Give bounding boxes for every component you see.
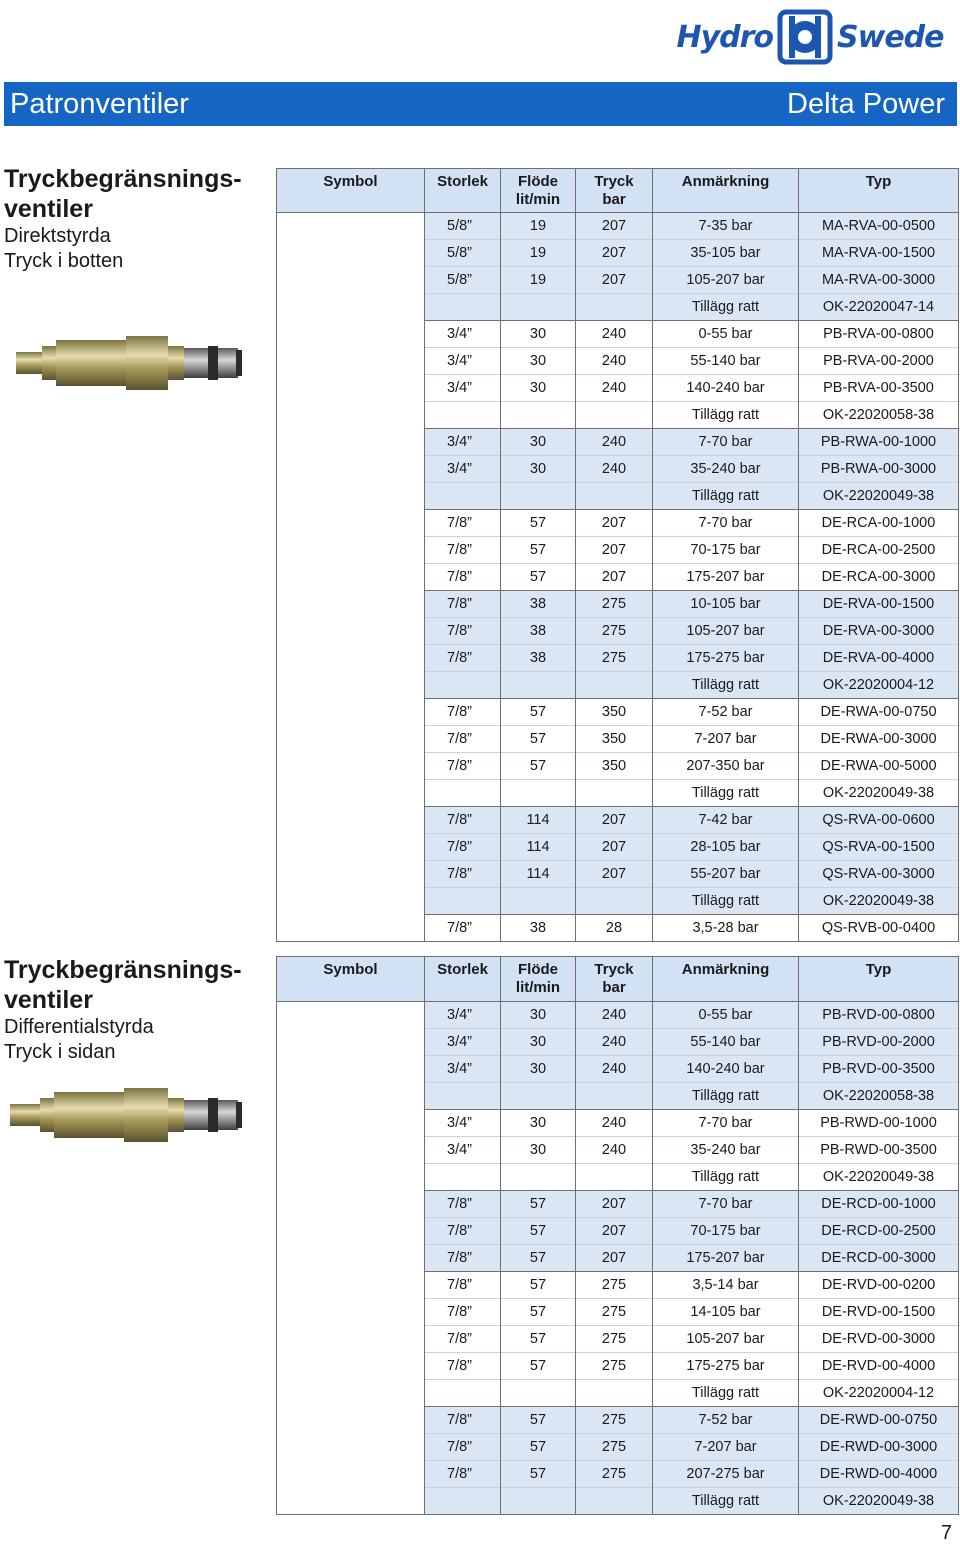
typ-cell: OK-22020049-38: [799, 1488, 959, 1515]
tryck-cell: 275: [576, 1461, 653, 1488]
storlek-cell: 3/4”: [425, 1002, 501, 1029]
tryck-cell: 240: [576, 348, 653, 375]
anmarkning-cell: Tillägg ratt: [653, 1488, 799, 1515]
anmarkning-cell: 28-105 bar: [653, 834, 799, 861]
flode-cell: 30: [501, 429, 576, 456]
flode-cell: 38: [501, 645, 576, 672]
col-header-tryck: Tryck bar: [576, 169, 653, 213]
flode-cell: 57: [501, 510, 576, 537]
storlek-cell: 5/8”: [425, 267, 501, 294]
flode-cell: 30: [501, 1029, 576, 1056]
col-header-anmarkning: Anmärkning: [653, 957, 799, 1002]
storlek-cell: 3/4”: [425, 375, 501, 402]
anmarkning-cell: 55-140 bar: [653, 1029, 799, 1056]
anmarkning-cell: Tillägg ratt: [653, 780, 799, 807]
typ-cell: MA-RVA-00-1500: [799, 240, 959, 267]
anmarkning-cell: Tillägg ratt: [653, 888, 799, 915]
flode-cell: 19: [501, 267, 576, 294]
tryck-cell: 240: [576, 429, 653, 456]
flode-cell: [501, 1380, 576, 1407]
tryck-cell: 207: [576, 537, 653, 564]
anmarkning-cell: 10-105 bar: [653, 591, 799, 618]
storlek-cell: 7/8”: [425, 1407, 501, 1434]
flode-cell: 57: [501, 1191, 576, 1218]
anmarkning-cell: 35-240 bar: [653, 456, 799, 483]
anmarkning-cell: 175-275 bar: [653, 645, 799, 672]
storlek-cell: [425, 1164, 501, 1191]
col-header-typ: Typ: [799, 169, 959, 213]
tryck-cell: [576, 483, 653, 510]
anmarkning-cell: 3,5-28 bar: [653, 915, 799, 942]
typ-cell: PB-RVD-00-3500: [799, 1056, 959, 1083]
anmarkning-cell: 207-350 bar: [653, 753, 799, 780]
typ-cell: OK-22020058-38: [799, 402, 959, 429]
product-table-2: [276, 956, 959, 1515]
storlek-cell: [425, 1488, 501, 1515]
typ-cell: OK-22020004-12: [799, 1380, 959, 1407]
storlek-cell: 7/8”: [425, 753, 501, 780]
tryck-cell: 350: [576, 699, 653, 726]
typ-cell: PB-RVA-00-2000: [799, 348, 959, 375]
flode-cell: [501, 483, 576, 510]
anmarkning-cell: 175-207 bar: [653, 1245, 799, 1272]
anmarkning-cell: Tillägg ratt: [653, 1380, 799, 1407]
anmarkning-cell: 7-70 bar: [653, 1191, 799, 1218]
col-header-symbol: Symbol: [277, 957, 425, 1002]
brand-left: Hydro: [676, 19, 774, 55]
flode-cell: 30: [501, 1137, 576, 1164]
storlek-cell: 7/8”: [425, 1218, 501, 1245]
anmarkning-cell: 105-207 bar: [653, 267, 799, 294]
typ-cell: PB-RWA-00-3000: [799, 456, 959, 483]
tryck-cell: 207: [576, 267, 653, 294]
storlek-cell: [425, 402, 501, 429]
brand-logo: [676, 2, 944, 72]
tryck-cell: 207: [576, 213, 653, 240]
flode-cell: 30: [501, 1110, 576, 1137]
tryck-cell: 240: [576, 375, 653, 402]
col-header-typ: Typ: [799, 957, 959, 1002]
tryck-cell: 207: [576, 1245, 653, 1272]
flode-cell: 30: [501, 321, 576, 348]
typ-cell: DE-RVD-00-1500: [799, 1299, 959, 1326]
flode-cell: 57: [501, 1353, 576, 1380]
storlek-cell: 7/8”: [425, 834, 501, 861]
storlek-cell: 7/8”: [425, 1434, 501, 1461]
anmarkning-cell: 70-175 bar: [653, 537, 799, 564]
flode-cell: 38: [501, 618, 576, 645]
flode-cell: 57: [501, 1272, 576, 1299]
storlek-cell: 3/4”: [425, 429, 501, 456]
tryck-cell: 240: [576, 1056, 653, 1083]
flode-cell: [501, 780, 576, 807]
flode-cell: [501, 1083, 576, 1110]
anmarkning-cell: 7-70 bar: [653, 429, 799, 456]
typ-cell: DE-RWD-00-0750: [799, 1407, 959, 1434]
storlek-cell: 7/8”: [425, 537, 501, 564]
typ-cell: DE-RVA-00-1500: [799, 591, 959, 618]
tryck-cell: 240: [576, 321, 653, 348]
tryck-cell: 275: [576, 1434, 653, 1461]
typ-cell: OK-22020049-38: [799, 1164, 959, 1191]
storlek-cell: [425, 888, 501, 915]
storlek-cell: 3/4”: [425, 1137, 501, 1164]
flode-cell: 38: [501, 915, 576, 942]
storlek-cell: [425, 1083, 501, 1110]
typ-cell: DE-RCA-00-3000: [799, 564, 959, 591]
storlek-cell: 7/8”: [425, 1326, 501, 1353]
storlek-cell: 3/4”: [425, 1110, 501, 1137]
col-header-flode: Flöde lit/min: [501, 957, 576, 1002]
tryck-cell: 350: [576, 753, 653, 780]
anmarkning-cell: Tillägg ratt: [653, 1083, 799, 1110]
section-2-title: [4, 955, 274, 1065]
typ-cell: PB-RWA-00-1000: [799, 429, 959, 456]
typ-cell: PB-RWD-00-3500: [799, 1137, 959, 1164]
storlek-cell: 7/8”: [425, 1191, 501, 1218]
col-header-storlek: Storlek: [425, 957, 501, 1002]
col-header-tryck: Tryck bar: [576, 957, 653, 1002]
typ-cell: QS-RVA-00-1500: [799, 834, 959, 861]
flode-cell: 30: [501, 348, 576, 375]
typ-cell: OK-22020047-14: [799, 294, 959, 321]
storlek-cell: 7/8”: [425, 510, 501, 537]
storlek-cell: 7/8”: [425, 564, 501, 591]
anmarkning-cell: 55-140 bar: [653, 348, 799, 375]
tryck-cell: [576, 1083, 653, 1110]
typ-cell: PB-RVA-00-0800: [799, 321, 959, 348]
tryck-cell: 207: [576, 807, 653, 834]
tryck-cell: [576, 1164, 653, 1191]
anmarkning-cell: Tillägg ratt: [653, 294, 799, 321]
storlek-cell: [425, 483, 501, 510]
flode-cell: [501, 1164, 576, 1191]
tryck-cell: 275: [576, 1407, 653, 1434]
tryck-cell: 275: [576, 618, 653, 645]
flode-cell: 38: [501, 591, 576, 618]
anmarkning-cell: 105-207 bar: [653, 1326, 799, 1353]
typ-cell: DE-RWA-00-5000: [799, 753, 959, 780]
tryck-cell: 207: [576, 1191, 653, 1218]
storlek-cell: 7/8”: [425, 1272, 501, 1299]
typ-cell: PB-RWD-00-1000: [799, 1110, 959, 1137]
tryck-cell: 275: [576, 1272, 653, 1299]
anmarkning-cell: 7-35 bar: [653, 213, 799, 240]
flode-cell: 30: [501, 1002, 576, 1029]
storlek-cell: 5/8”: [425, 240, 501, 267]
col-header-flode: Flöde lit/min: [501, 169, 576, 213]
flode-cell: 57: [501, 1326, 576, 1353]
typ-cell: OK-22020049-38: [799, 888, 959, 915]
typ-cell: DE-RVD-00-3000: [799, 1326, 959, 1353]
typ-cell: PB-RVD-00-2000: [799, 1029, 959, 1056]
tryck-cell: 240: [576, 1137, 653, 1164]
banner-title: Patronventiler: [10, 87, 189, 120]
storlek-cell: 7/8”: [425, 807, 501, 834]
typ-cell: PB-RVA-00-3500: [799, 375, 959, 402]
storlek-cell: 7/8”: [425, 1461, 501, 1488]
storlek-cell: 7/8”: [425, 591, 501, 618]
flode-cell: 30: [501, 1056, 576, 1083]
page-number: 7: [940, 1522, 952, 1544]
banner-brand: Delta Power: [787, 87, 945, 120]
storlek-cell: 7/8”: [425, 699, 501, 726]
storlek-cell: [425, 672, 501, 699]
tryck-cell: 240: [576, 456, 653, 483]
anmarkning-cell: 175-207 bar: [653, 564, 799, 591]
tryck-cell: 28: [576, 915, 653, 942]
anmarkning-cell: 0-55 bar: [653, 321, 799, 348]
storlek-cell: 7/8”: [425, 1299, 501, 1326]
section-1-title: [4, 164, 274, 274]
anmarkning-cell: 35-240 bar: [653, 1137, 799, 1164]
storlek-cell: 5/8”: [425, 213, 501, 240]
flode-cell: [501, 888, 576, 915]
typ-cell: DE-RVD-00-4000: [799, 1353, 959, 1380]
anmarkning-cell: Tillägg ratt: [653, 672, 799, 699]
tryck-cell: [576, 888, 653, 915]
anmarkning-cell: Tillägg ratt: [653, 402, 799, 429]
col-header-anmarkning: Anmärkning: [653, 169, 799, 213]
brand-emblem-icon: [777, 7, 833, 67]
storlek-cell: 7/8”: [425, 915, 501, 942]
tryck-cell: 350: [576, 726, 653, 753]
section-1-heading-1: Tryckbegränsnings-: [4, 165, 242, 193]
anmarkning-cell: 7-207 bar: [653, 726, 799, 753]
anmarkning-cell: 7-70 bar: [653, 510, 799, 537]
typ-cell: OK-22020049-38: [799, 483, 959, 510]
typ-cell: DE-RVA-00-3000: [799, 618, 959, 645]
flode-cell: 19: [501, 213, 576, 240]
tryck-cell: 275: [576, 1353, 653, 1380]
anmarkning-cell: 175-275 bar: [653, 1353, 799, 1380]
tryck-cell: 240: [576, 1110, 653, 1137]
flode-cell: 30: [501, 375, 576, 402]
tryck-cell: [576, 402, 653, 429]
anmarkning-cell: Tillägg ratt: [653, 1164, 799, 1191]
storlek-cell: 7/8”: [425, 618, 501, 645]
brand-right: Swede: [837, 19, 944, 55]
col-header-storlek: Storlek: [425, 169, 501, 213]
tryck-cell: 275: [576, 645, 653, 672]
flode-cell: 114: [501, 861, 576, 888]
storlek-cell: [425, 780, 501, 807]
storlek-cell: 3/4”: [425, 456, 501, 483]
table-row: [277, 1002, 959, 1029]
storlek-cell: 3/4”: [425, 1029, 501, 1056]
flode-cell: 57: [501, 1299, 576, 1326]
title-banner: [4, 82, 957, 126]
typ-cell: DE-RWA-00-3000: [799, 726, 959, 753]
section-2-sub-1: Differentialstyrda: [4, 1016, 154, 1038]
anmarkning-cell: 55-207 bar: [653, 861, 799, 888]
typ-cell: DE-RCD-00-3000: [799, 1245, 959, 1272]
tryck-cell: [576, 1488, 653, 1515]
typ-cell: QS-RVB-00-0400: [799, 915, 959, 942]
typ-cell: DE-RVA-00-4000: [799, 645, 959, 672]
flode-cell: 57: [501, 699, 576, 726]
storlek-cell: 3/4”: [425, 321, 501, 348]
flode-cell: 57: [501, 537, 576, 564]
typ-cell: MA-RVA-00-3000: [799, 267, 959, 294]
flode-cell: [501, 1488, 576, 1515]
typ-cell: QS-RVA-00-3000: [799, 861, 959, 888]
flode-cell: 19: [501, 240, 576, 267]
typ-cell: DE-RCA-00-2500: [799, 537, 959, 564]
anmarkning-cell: 3,5-14 bar: [653, 1272, 799, 1299]
tryck-cell: 275: [576, 591, 653, 618]
anmarkning-cell: 140-240 bar: [653, 375, 799, 402]
anmarkning-cell: 70-175 bar: [653, 1218, 799, 1245]
storlek-cell: 7/8”: [425, 726, 501, 753]
section-1-heading-2: ventiler: [4, 195, 93, 223]
flode-cell: 57: [501, 564, 576, 591]
storlek-cell: 3/4”: [425, 348, 501, 375]
flode-cell: 30: [501, 456, 576, 483]
section-1-sub-2: Tryck i botten: [4, 250, 124, 272]
flode-cell: 114: [501, 807, 576, 834]
anmarkning-cell: 140-240 bar: [653, 1056, 799, 1083]
anmarkning-cell: 35-105 bar: [653, 240, 799, 267]
storlek-cell: 3/4”: [425, 1056, 501, 1083]
table-row: [277, 213, 959, 240]
flode-cell: 57: [501, 1434, 576, 1461]
storlek-cell: 7/8”: [425, 1353, 501, 1380]
typ-cell: DE-RCD-00-2500: [799, 1218, 959, 1245]
product-table-1: [276, 168, 959, 942]
flode-cell: 57: [501, 753, 576, 780]
tryck-cell: 207: [576, 510, 653, 537]
typ-cell: QS-RVA-00-0600: [799, 807, 959, 834]
anmarkning-cell: 7-70 bar: [653, 1110, 799, 1137]
typ-cell: DE-RCD-00-1000: [799, 1191, 959, 1218]
tryck-cell: 240: [576, 1029, 653, 1056]
tryck-cell: [576, 780, 653, 807]
symbol-cell: [277, 213, 425, 942]
typ-cell: OK-22020058-38: [799, 1083, 959, 1110]
anmarkning-cell: 7-52 bar: [653, 1407, 799, 1434]
tryck-cell: 207: [576, 861, 653, 888]
anmarkning-cell: 7-42 bar: [653, 807, 799, 834]
tryck-cell: [576, 1380, 653, 1407]
typ-cell: DE-RWD-00-4000: [799, 1461, 959, 1488]
flode-cell: 114: [501, 834, 576, 861]
flode-cell: [501, 294, 576, 321]
typ-cell: DE-RWA-00-0750: [799, 699, 959, 726]
anmarkning-cell: 14-105 bar: [653, 1299, 799, 1326]
tryck-cell: [576, 672, 653, 699]
typ-cell: DE-RCA-00-1000: [799, 510, 959, 537]
flode-cell: 57: [501, 1407, 576, 1434]
flode-cell: [501, 672, 576, 699]
cartridge-valve-photo-2: [4, 1080, 244, 1150]
storlek-cell: 7/8”: [425, 645, 501, 672]
anmarkning-cell: 7-52 bar: [653, 699, 799, 726]
flode-cell: 57: [501, 726, 576, 753]
typ-cell: DE-RVD-00-0200: [799, 1272, 959, 1299]
storlek-cell: [425, 294, 501, 321]
col-header-symbol: Symbol: [277, 169, 425, 213]
symbol-cell: [277, 1002, 425, 1515]
typ-cell: DE-RWD-00-3000: [799, 1434, 959, 1461]
section-2-heading-2: ventiler: [4, 986, 93, 1014]
typ-cell: OK-22020004-12: [799, 672, 959, 699]
anmarkning-cell: 0-55 bar: [653, 1002, 799, 1029]
section-2-sub-2: Tryck i sidan: [4, 1041, 116, 1063]
section-1-sub-1: Direktstyrda: [4, 225, 111, 247]
tryck-cell: [576, 294, 653, 321]
anmarkning-cell: Tillägg ratt: [653, 483, 799, 510]
typ-cell: OK-22020049-38: [799, 780, 959, 807]
flode-cell: 57: [501, 1461, 576, 1488]
flode-cell: 57: [501, 1218, 576, 1245]
flode-cell: [501, 402, 576, 429]
section-2-heading-1: Tryckbegränsnings-: [4, 956, 242, 984]
typ-cell: PB-RVD-00-0800: [799, 1002, 959, 1029]
tryck-cell: 207: [576, 240, 653, 267]
flode-cell: 57: [501, 1245, 576, 1272]
anmarkning-cell: 207-275 bar: [653, 1461, 799, 1488]
storlek-cell: 7/8”: [425, 861, 501, 888]
tryck-cell: 207: [576, 834, 653, 861]
storlek-cell: [425, 1380, 501, 1407]
storlek-cell: 7/8”: [425, 1245, 501, 1272]
cartridge-valve-photo-1: [4, 328, 244, 398]
anmarkning-cell: 7-207 bar: [653, 1434, 799, 1461]
typ-cell: MA-RVA-00-0500: [799, 213, 959, 240]
tryck-cell: 275: [576, 1326, 653, 1353]
tryck-cell: 275: [576, 1299, 653, 1326]
tryck-cell: 207: [576, 564, 653, 591]
anmarkning-cell: 105-207 bar: [653, 618, 799, 645]
tryck-cell: 240: [576, 1002, 653, 1029]
tryck-cell: 207: [576, 1218, 653, 1245]
